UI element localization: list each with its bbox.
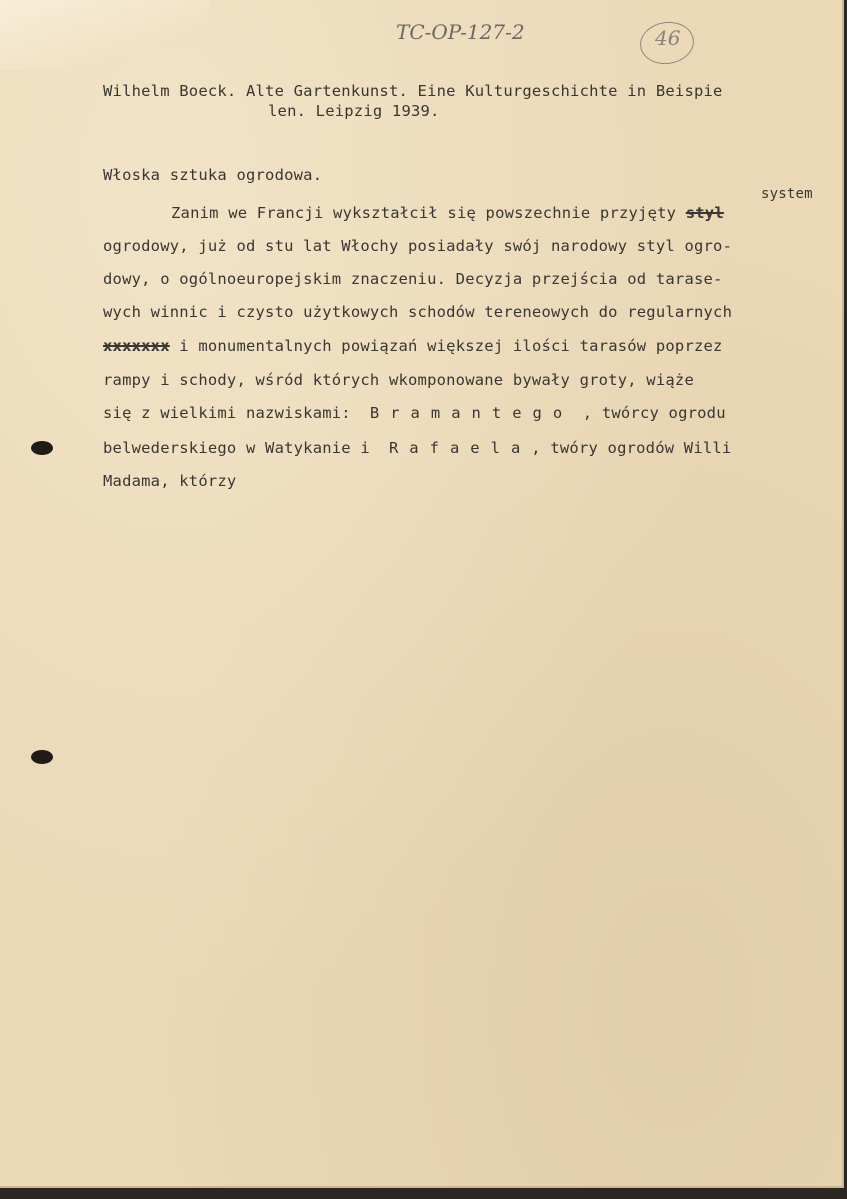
body-line-1	[171, 204, 724, 222]
struck-word: styl	[685, 204, 724, 222]
body-line-7	[103, 404, 726, 422]
citation-line-2: len. Leipzig 1939.	[268, 102, 440, 120]
body-line-7-text: się z wielkimi nazwiskami:	[103, 404, 370, 422]
struck-word: xxxxxxx	[103, 337, 170, 355]
body-line-4: wych winnic i czysto użytkowych schodów tereneowych do regularnych	[103, 303, 733, 321]
citation-line-1: Wilhelm Boeck. Alte Gartenkunst. Eine Kulturgeschichte in Beispie	[103, 82, 723, 100]
body-line-8-text: belwederskiego w Watykanie i	[103, 439, 389, 457]
section-heading: Włoska sztuka ogrodowa.	[103, 166, 323, 184]
punch-hole-upper	[31, 441, 53, 455]
body-line-8-end: , twóry ogrodów Willi	[531, 439, 732, 457]
spaced-name-rafael: Rafaela	[388, 439, 532, 457]
body-line-6: rampy i schody, wśród których wkomponowane bywały groty, wiąże	[103, 371, 694, 389]
body-line-8	[103, 439, 731, 457]
spaced-name-bramante: Bramantego	[369, 404, 574, 422]
page-number: 46	[655, 26, 681, 50]
body-line-9: Madama, którzy	[103, 472, 237, 490]
body-line-2: ogrodowy, już od stu lat Włochy posiadały swój narodowy styl ogro-	[103, 237, 733, 255]
body-line-3: dowy, o ogólnoeuropejskim znaczeniu. Decyzja przejścia od tarase-	[103, 270, 723, 288]
corner-fold	[0, 0, 210, 70]
punch-hole-lower	[31, 750, 53, 764]
body-line-7-end: , twórcy ogrodu	[573, 404, 726, 422]
archive-reference: TC-OP-127-2	[396, 20, 525, 44]
body-line-5	[103, 337, 723, 355]
body-line-5-text: i monumentalnych powiązań większej ilości tarasów poprzez	[169, 337, 723, 355]
body-line-1-text: Zanim we Francji wykształcił się powszechnie przyjęty	[171, 204, 686, 222]
insertion-above-line: system	[761, 186, 813, 202]
